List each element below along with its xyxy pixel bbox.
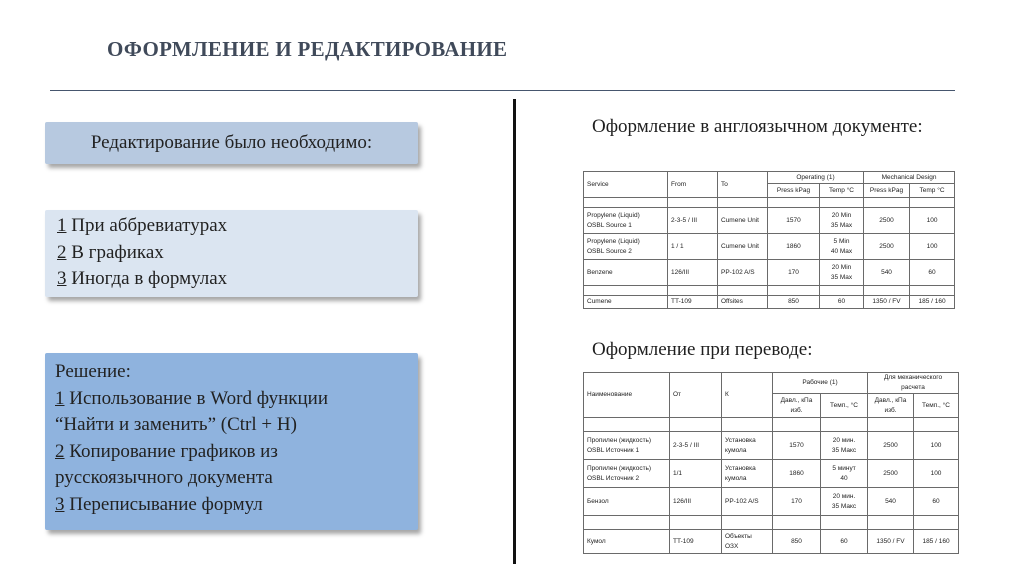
russian-spec-table: [583, 372, 959, 554]
list-item-continuation: русскоязычного документа: [55, 467, 273, 488]
editing-cases-box: [45, 210, 418, 297]
table-row: Кумол TT-109 Объекты ОЗХ 850 60 1350 / FV 185 / 160: [584, 530, 959, 554]
col-header: Press kPag: [864, 184, 910, 198]
english-spec-table: [583, 171, 955, 309]
list-item: 1 Использование в Word функции: [55, 387, 328, 409]
col-header: Темп., °С: [821, 394, 868, 418]
col-header: К: [722, 373, 773, 418]
col-header: От: [670, 373, 722, 418]
table-row: Пропилен (жидкость) OSBL Источник 1 2-3-5 / III Установка кумола 1570 20 мин. 35 Макс 2500 100: [584, 432, 959, 460]
col-header: Темп., °С: [914, 394, 959, 418]
col-header: Temp °C: [910, 184, 955, 198]
list-item: 3 Переписывание формул: [55, 493, 263, 515]
solution-heading: Решение:: [55, 361, 131, 382]
vertical-divider: [513, 99, 516, 564]
list-item: 2 В графиках: [57, 241, 164, 263]
col-header: Mechanical Design: [864, 172, 955, 184]
list-item: 2 Копирование графиков из: [55, 440, 278, 462]
col-header: Operating (1): [768, 172, 864, 184]
col-header: Наименование: [584, 373, 670, 418]
table-row: Бензол 126/III PP-102 A/S 170 20 мин. 35 Макс 540 60: [584, 488, 959, 516]
col-header: Для механического расчета: [868, 373, 959, 394]
title-underline: [50, 90, 955, 91]
col-header: Press kPag: [768, 184, 820, 198]
col-header: Service: [584, 172, 668, 198]
editing-needed-box: [45, 122, 418, 164]
col-header: Давл., кПа изб.: [868, 394, 914, 418]
col-header: To: [718, 172, 768, 198]
table-row: Propylene (Liquid) OSBL Source 1 2-3-5 / III Cumene Unit 1570 20 Min 35 Max 2500 100: [584, 208, 955, 234]
list-item: 3 Иногда в формулах: [57, 268, 228, 289]
col-header: Рабочие (1): [773, 373, 868, 394]
list-item-continuation: “Найти и заменить” (Ctrl + H): [55, 414, 297, 435]
table-row: Benzene 126/III PP-102 A/S 170 20 Min 35 Max 540 60: [584, 260, 955, 286]
col-header: From: [668, 172, 718, 198]
table-row: Propylene (Liquid) OSBL Source 2 1 / 1 Cumene Unit 1860 5 Min 40 Max 2500 100: [584, 234, 955, 260]
slide-title: ОФОРМЛЕНИЕ И РЕДАКТИРОВАНИЕ: [107, 37, 508, 61]
translated-doc-heading: Оформление при переводе:: [592, 339, 813, 360]
col-header: Давл., кПа изб.: [773, 394, 821, 418]
editing-needed-text: Редактирование было необходимо:: [90, 132, 373, 153]
solution-box: [45, 353, 418, 530]
list-item: 1 При аббревиатурах: [57, 215, 228, 236]
col-header: Temp °C: [820, 184, 864, 198]
table-row: Cumene TT-109 Offsites 850 60 1350 / FV 185 / 160: [584, 296, 955, 309]
table-row: Пропилен (жидкость) OSBL Источник 2 1/1 Установка кумола 1860 5 минут 40 2500 100: [584, 460, 959, 488]
english-doc-heading: Оформление в англоязычном документе:: [592, 116, 923, 137]
